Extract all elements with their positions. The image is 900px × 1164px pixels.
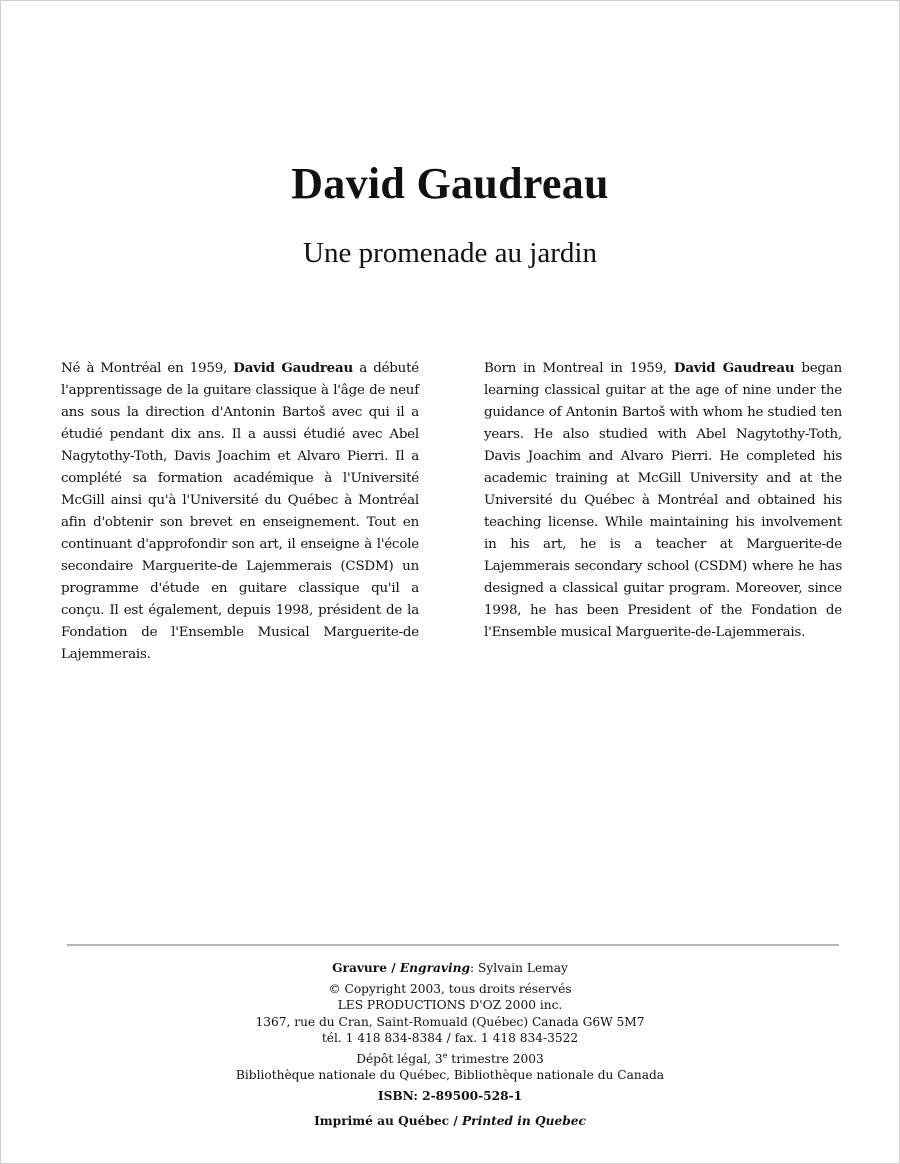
publisher-phone-fax: tél. 1 418 834-8384 / fax. 1 418 834-3522	[321, 1030, 579, 1045]
legal-deposit-period: trimestre 2003	[447, 1052, 544, 1067]
biography-french	[61, 357, 419, 666]
bio-en-body: began learning classical guitar at the age of nine under the guidance of Antonin Bartoš with whom he studied ten years. He also studied with Abel Nagytothy-Toth, Davis Joachim and Alvaro Pierri. He completed his academic training at McGill University and at the Université du Québec à Montréal and obtained his teaching license. While maintaining his involvement in his art, he is a teacher at Marguerite-de Lajemmerais secondary school (CSDM) where he has designed a classical guitar program. Moreover, since 1998, he has been President of the Fondation de l'Ensemble musical Marguerite-de-Lajemmerais.	[484, 361, 843, 640]
divider-rule	[67, 944, 839, 946]
printed-in	[0, 1113, 900, 1129]
page-title: David Gaudreau	[291, 159, 609, 208]
bio-en-intro: Born in Montreal in 1959,	[484, 361, 674, 376]
publisher-address: 1367, rue du Cran, Saint-Romuald (Québec) Canada G6W 5M7	[255, 1014, 645, 1029]
engraving-label-en: Engraving	[399, 961, 470, 975]
publisher-name: LES PRODUCTIONS D'OZ 2000 inc.	[337, 998, 563, 1013]
colophon	[0, 960, 900, 1129]
biography-english	[484, 357, 842, 644]
bio-fr-intro: Né à Montréal en 1959,	[61, 361, 234, 376]
legal-deposit-superscript: e	[442, 1050, 448, 1060]
printed-in-en: Printed in Quebec	[462, 1113, 586, 1128]
printed-in-separator: /	[449, 1113, 463, 1128]
printed-in-fr: Imprimé au Québec	[314, 1113, 450, 1128]
engraver-name: : Sylvain Lemay	[469, 961, 568, 975]
bio-fr-body: a débuté l'apprentissage de la guitare classique à l'âge de neuf ans sous la direction d'Antonin Bartoš avec qui il a étudié pendant dix ans. Il a aussi étudié avec Abel Nagytothy-Toth, Davis Joachim et Alvaro Pierri. Il a complété sa formation académique à l'Université McGill ainsi qu'à l'Université du Québec à Montréal afin d'obtenir son brevet en enseignement. Tout en continuant d'approfondir son art, il enseigne à l'école secondaire Marguerite-de Lajemmerais (CSDM) un programme d'étude en guitare classique qu'il a conçu. Il est également, depuis 1998, président de la Fondation de l'Ensemble Musical Marguerite-de Lajemmerais.	[61, 361, 419, 662]
legal-deposit	[0, 1051, 900, 1067]
page-subtitle: Une promenade au jardin	[303, 237, 597, 269]
isbn: ISBN: 2-89500-528-1	[377, 1089, 523, 1104]
engraving-label-fr: Gravure	[332, 961, 387, 975]
bio-en-composer-name: David Gaudreau	[673, 360, 795, 376]
engraving-separator: /	[386, 961, 400, 975]
legal-deposit-text: Dépôt légal, 3	[356, 1052, 443, 1067]
national-libraries: Bibliothèque nationale du Québec, Bibliothèque nationale du Canada	[235, 1068, 665, 1083]
copyright-line: © Copyright 2003, tous droits réservés	[328, 982, 572, 997]
engraving-credit	[0, 960, 900, 976]
bio-fr-composer-name: David Gaudreau	[233, 360, 354, 376]
